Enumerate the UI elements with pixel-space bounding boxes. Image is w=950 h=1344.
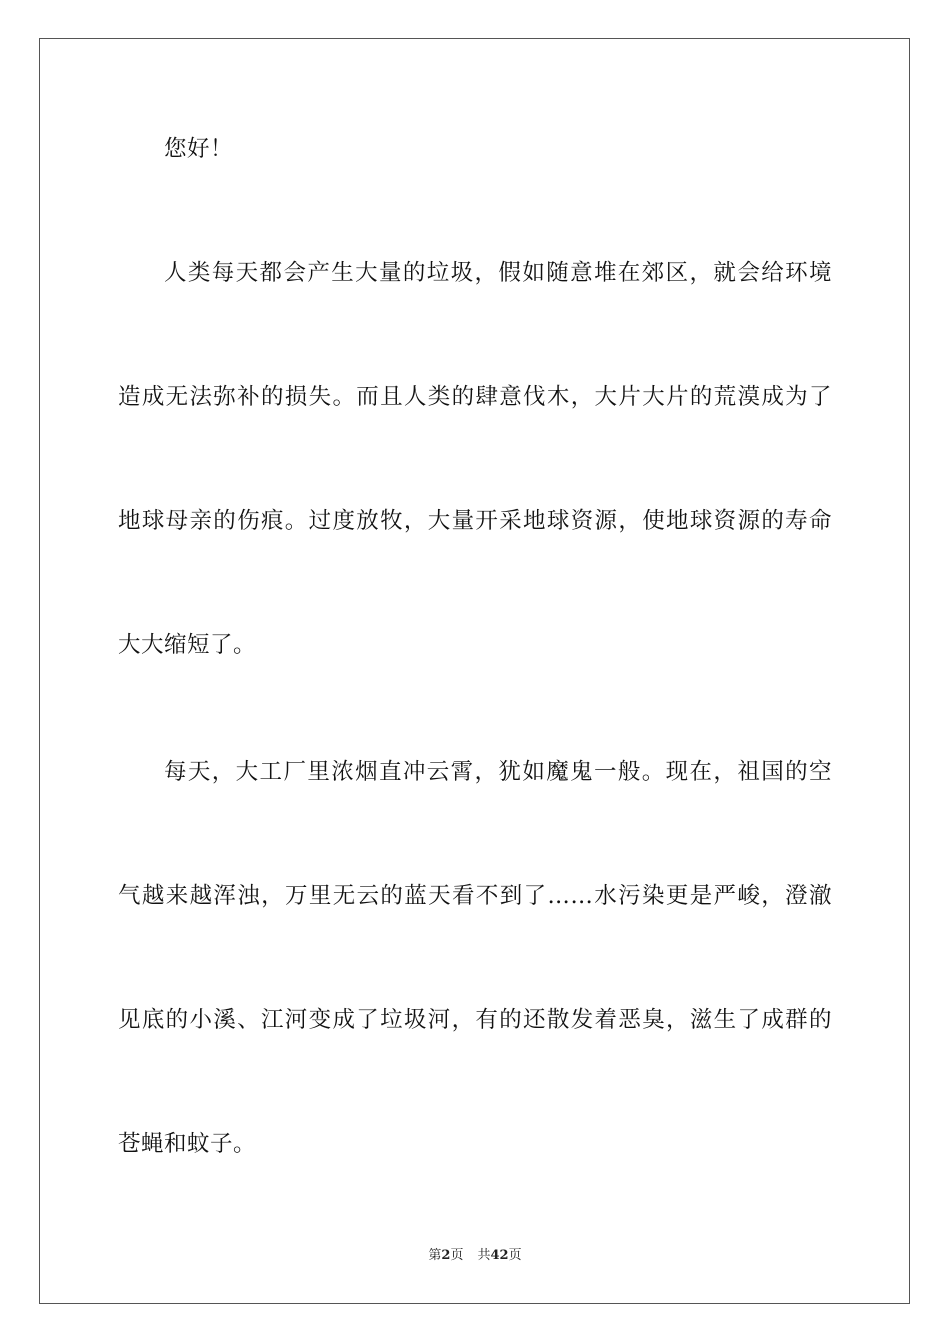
paragraph-2-line-2: 气越来越浑浊，万里无云的蓝天看不到了……水污染更是严峻，澄澈	[118, 883, 832, 909]
page-footer	[0, 1247, 950, 1265]
greeting-line: 您好！	[164, 136, 234, 162]
paragraph-1-line-2: 造成无法弥补的损失。而且人类的肆意伐木，大片大片的荒漠成为了	[118, 384, 832, 410]
footer-page-unit: 页	[450, 1248, 464, 1263]
footer-total-prefix: 共	[477, 1248, 491, 1263]
footer-total-pages: 42	[490, 1248, 509, 1263]
paragraph-2-line-3: 见底的小溪、江河变成了垃圾河，有的还散发着恶臭，滋生了成群的	[118, 1007, 832, 1033]
footer-total-unit: 页	[508, 1248, 522, 1263]
paragraph-2-line-1: 每天，大工厂里浓烟直冲云霄，犹如魔鬼一般。现在，祖国的空	[164, 759, 832, 785]
paragraph-1-line-4: 大大缩短了。	[118, 632, 257, 658]
paragraph-1-line-1: 人类每天都会产生大量的垃圾，假如随意堆在郊区，就会给环境	[164, 260, 832, 286]
footer-page-prefix: 第	[428, 1248, 442, 1263]
page-border	[39, 38, 910, 1304]
paragraph-2-line-4: 苍蝇和蚊子。	[118, 1131, 257, 1157]
paragraph-1-line-3: 地球母亲的伤痕。过度放牧，大量开采地球资源，使地球资源的寿命	[118, 508, 832, 534]
footer-current-page: 2	[441, 1248, 451, 1263]
